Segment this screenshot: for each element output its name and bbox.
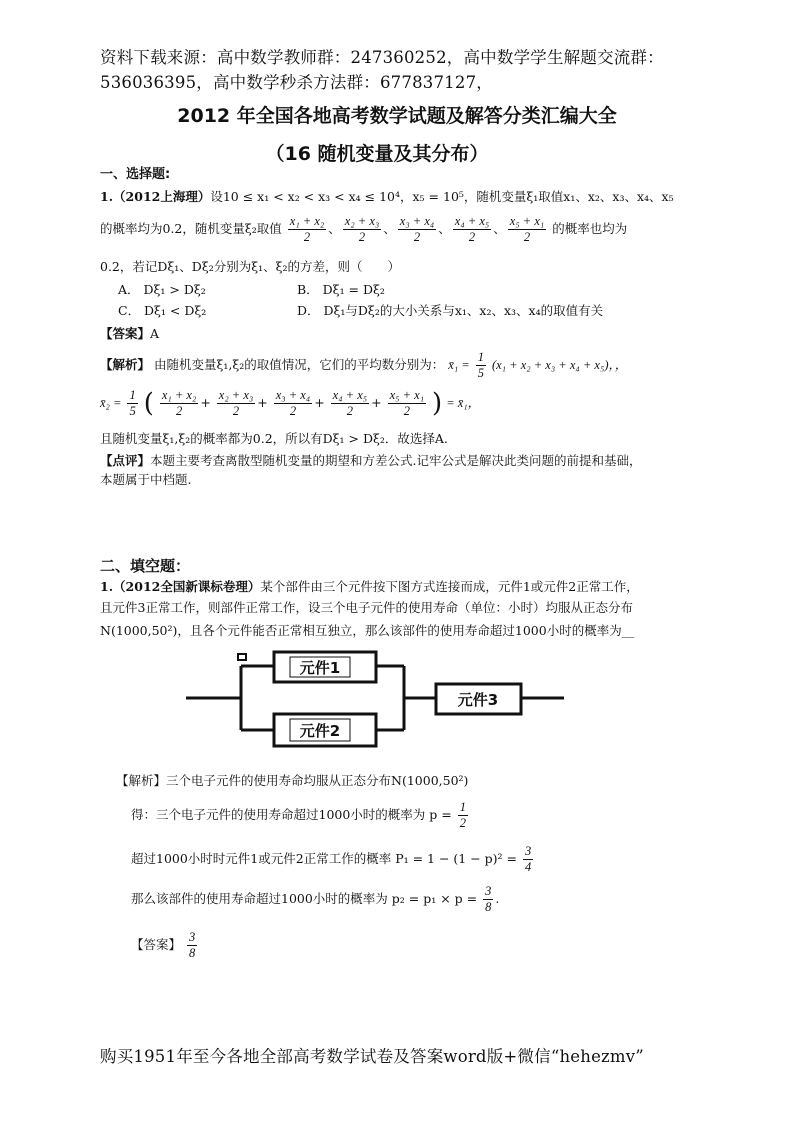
q1-answer-label: 【答案】 xyxy=(100,326,151,341)
page-title: 2012 年全国各地高考数学试题及解答分类汇编大全 xyxy=(177,105,617,127)
q2-analysis-label: 【解析】 xyxy=(116,773,167,788)
q2-analysis-text4: 那么该部件的使用寿命超过1000小时的概率为 p₂ = p₁ × p = xyxy=(131,891,478,906)
q2-analysis-line1 xyxy=(116,772,468,790)
q1-frac-1: $\frac{\text{x₁ + x₂}}{2}$ xyxy=(289,214,325,244)
q1-stem-line1 xyxy=(100,188,700,206)
q1-analysis-line2: x̄₂ = $\frac{1}{5}$ ( $\frac{\text{x₁ + x₂}}{2}$ + $\frac{\text{x₂ + x₃}}{2}$ + $\frac{\text{x₃ + x₄}}{2}$ + $\frac{\text{x₄ + x₅}}{2}$ + $\frac{\text{x₅ + x₁}}{2}$ ) = x̄₁， xyxy=(100,388,481,419)
mean2-lhs: x̄₂ = xyxy=(100,396,122,410)
q1-stem-a: 设10 ≤ x₁ < x₂ < x₃ < x₄ ≤ 10⁴，x₅ = 10⁵，随机变量ξ₁取值x₁、x₂、x₃、x₄、x₅ xyxy=(210,189,674,204)
page-subtitle: （16 随机变量及其分布） xyxy=(265,143,489,165)
mean2-term-5: $\frac{\text{x₅ + x₁}}{2}$ xyxy=(389,388,425,418)
mean1-lhs: x̄₁ = xyxy=(448,358,470,372)
q1-frac-3: $\frac{\text{x₃ + x₄}}{2}$ xyxy=(399,214,435,244)
q2-stem1: 某个部件由三个元件按下图方式连接而成，元件1或元件2正常工作， xyxy=(260,579,639,594)
q1-analysis-text1: 由随机变量ξ₁,ξ₂的取值情况，它们的平均数分别为： xyxy=(154,357,445,372)
q2-answer xyxy=(131,930,199,961)
q2-stem-line2: 且元件3正常工作，则部件正常工作，设三个电子元件的使用寿命（单位：小时）均服从正态分布 xyxy=(100,600,633,615)
q1-option-c: C． Dξ₁ < Dξ₂ xyxy=(118,303,207,318)
q1-frac-4: $\frac{\text{x₄ + x₅}}{2}$ xyxy=(454,214,490,244)
q1-stem-b1: 的概率均为0.2，随机变量ξ₂取值 xyxy=(100,221,282,236)
q2-analysis-text2: 得：三个电子元件的使用寿命超过1000小时的概率为 p = xyxy=(131,807,452,822)
mean2-frac: $\frac{1}{5}$ xyxy=(129,388,136,418)
q2-answer-label: 【答案】 xyxy=(131,937,182,952)
q2-analysis-text1: 三个电子元件的使用寿命均服从正态分布N(1000,50²) xyxy=(166,773,469,788)
q1-comment-label: 【点评】 xyxy=(100,453,151,468)
footer-note: 购买1951年至今各地全部高考数学试卷及答案word版+微信“hehezmv” xyxy=(100,1047,644,1066)
q1-comment xyxy=(100,452,700,470)
p-frac: $\frac{1}{2}$ xyxy=(459,800,466,830)
element-1-label: 元件1 xyxy=(299,659,341,677)
q1-answer xyxy=(100,325,159,343)
q1-option-a: A． Dξ₁ > Dξ₂ xyxy=(118,282,206,297)
mean2-rhs: = x̄₁， xyxy=(446,396,481,410)
q1-source: 1.（2012上海理） xyxy=(100,189,211,204)
q1-frac-5: $\frac{\text{x₅ + x₁}}{2}$ xyxy=(509,214,545,244)
element-2-label: 元件2 xyxy=(299,722,341,740)
q2-analysis-line4: 那么该部件的使用寿命超过1000小时的概率为 p₂ = p₁ × p = $\frac{3}{8}$ . xyxy=(131,884,500,914)
q1-frac-2: $\frac{\text{x₂ + x₃}}{2}$ xyxy=(344,214,380,244)
mean2-term-3: $\frac{\text{x₃ + x₄}}{2}$ xyxy=(275,388,311,418)
q1-stem-line2: 的概率均为0.2，随机变量ξ₂取值 $\frac{\text{x₁ + x₂}}{2}$ 、 $\frac{\text{x₂ + x₃}}{2}$ 、 $\frac{\text{x₃ + x₄}}{2}$ 、 $\frac{\text{x₄ + x₅}}{2}$ 、 $\frac{\text{x₅ + x₁}}{2}$ 的概率也均为 xyxy=(100,214,628,244)
q1-comment-line2: 本题属于中档题. xyxy=(100,472,192,487)
mean2-term-1: $\frac{\text{x₁ + x₂}}{2}$ xyxy=(161,388,197,418)
q2-analysis-line3 xyxy=(131,844,535,875)
q1-analysis-line1 xyxy=(100,350,720,381)
q2-answer-frac: $\frac{3}{8}$ xyxy=(189,930,196,960)
q2-source: 1.（2012全国新课标卷理） xyxy=(100,579,261,594)
section-heading-choice: 一、选择题: xyxy=(100,167,171,182)
q1-answer-value: A xyxy=(150,326,160,341)
q2-analysis-line2 xyxy=(131,800,470,831)
q2-stem-line1 xyxy=(100,578,639,596)
q2-analysis-text3: 超过1000小时时元件1或元件2正常工作的概率 P₁ = 1 − (1 − p)² = xyxy=(131,851,517,866)
mean1-frac: $\frac{1}{5}$ xyxy=(477,350,484,380)
q1-analysis-label: 【解析】 xyxy=(100,357,151,372)
element-3-label: 元件3 xyxy=(457,691,499,709)
q1-stem-b2: 的概率也均为 xyxy=(552,221,628,236)
source-line-1: 资料下载来源：高中数学教师群：247360252，高中数学学生解题交流群： xyxy=(100,48,664,67)
mean2-term-2: $\frac{\text{x₂ + x₃}}{2}$ xyxy=(218,388,254,418)
q1-comment-text: 本题主要考查离散型随机变量的期望和方差公式.记牢公式是解决此类问题的前提和基础， xyxy=(150,453,642,468)
p2-frac: $\frac{3}{8}$ xyxy=(485,884,492,914)
source-line-2: 536036395，高中数学秒杀方法群：677837127， xyxy=(100,73,493,92)
section-heading-fill: 二、填空题： xyxy=(100,557,191,575)
circuit-diagram xyxy=(186,650,566,764)
q1-option-d: D． Dξ₁与Dξ₂的大小关系与x₁、x₂、x₃、x₄的取值有关 xyxy=(297,303,604,318)
p1-frac: $\frac{3}{4}$ xyxy=(524,844,532,874)
mean1-rhs: (x₁ + x₂ + x₃ + x₄ + x₅)，， xyxy=(491,358,628,372)
q1-analysis-line3: 且随机变量ξ₁,ξ₂的概率都为0.2，所以有Dξ₁ > Dξ₂．故选择A. xyxy=(100,431,448,446)
q1-stem-line3: 0.2，若记Dξ₁、Dξ₂分别为ξ₁、ξ₂的方差，则（ ） xyxy=(100,259,401,274)
q1-option-b: B． Dξ₁ = Dξ₂ xyxy=(297,282,385,297)
q2-stem-line3: N(1000,50²)，且各个元件能否正常相互独立，那么该部件的使用寿命超过1000小时的概率为__ xyxy=(100,623,635,638)
mean2-term-4: $\frac{\text{x₄ + x₅}}{2}$ xyxy=(332,388,368,418)
